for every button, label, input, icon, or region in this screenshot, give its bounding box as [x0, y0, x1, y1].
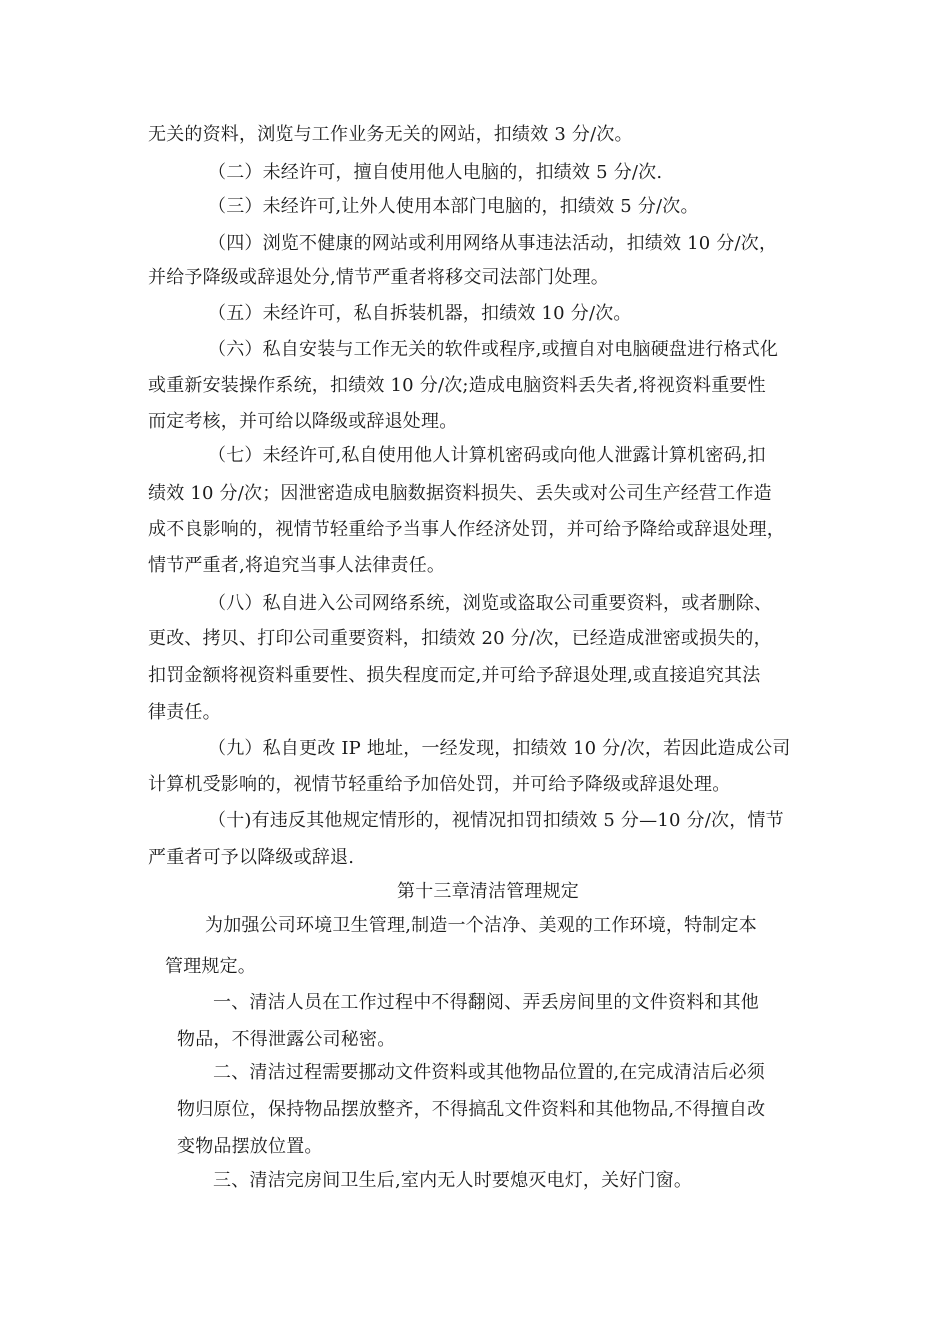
text-line: 并给予降级或辞退处分,情节严重者将移交司法部门处理。 [148, 267, 609, 288]
text-line: 或重新安装操作系统，扣绩效 10 分/次;造成电脑资料丢失者,将视资料重要性 [148, 375, 766, 396]
text-line: 成不良影响的，视情节轻重给予当事人作经济处罚，并可给予降给或辞退处理， [148, 519, 785, 540]
text-line: （四）浏览不健康的网站或利用网络从事违法活动，扣绩效 10 分/次， [208, 233, 778, 254]
text-line: 二、清洁过程需要挪动文件资料或其他物品位置的,在完成清洁后必须 [213, 1062, 765, 1083]
text-line: 计算机受影响的，视情节轻重给予加倍处罚，并可给予降级或辞退处理。 [148, 774, 731, 795]
text-line: 物归原位，保持物品摆放整齐，不得搞乱文件资料和其他物品,不得擅自改 [177, 1099, 766, 1120]
text-line: （五）未经许可，私自拆装机器，扣绩效 10 分/次。 [208, 303, 632, 324]
text-line: 物品，不得泄露公司秘密。 [177, 1029, 396, 1050]
text-line: （六）私自安装与工作无关的软件或程序,或擅自对电脑硬盘进行格式化 [208, 339, 779, 360]
text-line: 律责任。 [148, 702, 221, 723]
text-line: （九）私自更改 IP 地址，一经发现，扣绩效 10 分/次，若因此造成公司 [208, 738, 791, 759]
text-line: 严重者可予以降级或辞退. [148, 847, 355, 868]
chapter-heading: 第十三章清洁管理规定 [397, 881, 579, 902]
text-line: （十)有违反其他规定情形的，视情况扣罚扣绩效 5 分—10 分/次，情节 [208, 810, 784, 831]
text-line: 三、清洁完房间卫生后,室内无人时要熄灭电灯，关好门窗。 [213, 1170, 693, 1191]
text-line: （三）未经许可,让外人使用本部门电脑的，扣绩效 5 分/次。 [208, 196, 699, 217]
text-line: 而定考核，并可给以降级或辞退处理。 [148, 411, 458, 432]
text-line: 更改、拷贝、打印公司重要资料，扣绩效 20 分/次，已经造成泄密或损失的， [148, 628, 772, 649]
text-line: 变物品摆放位置。 [177, 1136, 323, 1157]
text-line: 扣罚金额将视资料重要性、损失程度而定,并可给予辞退处理,或直接追究其法 [148, 665, 761, 686]
text-line: （二）未经许可，擅自使用他人电脑的，扣绩效 5 分/次. [208, 162, 663, 183]
text-line: 一、清洁人员在工作过程中不得翻阅、弄丢房间里的文件资料和其他 [213, 992, 759, 1013]
text-line: 无关的资料，浏览与工作业务无关的网站，扣绩效 3 分/次。 [148, 124, 633, 145]
text-line: 情节严重者,将追究当事人法律责任。 [148, 555, 446, 576]
text-line: （八）私自进入公司网络系统，浏览或盗取公司重要资料，或者删除、 [208, 593, 773, 614]
text-line: 为加强公司环境卫生管理,制造一个洁净、美观的工作环境，特制定本 [205, 915, 757, 936]
text-line: （七）未经许可,私自使用他人计算机密码或向他人泄露计算机密码,扣 [208, 445, 766, 466]
text-line: 绩效 10 分/次；因泄密造成电脑数据资料损失、丢失或对公司生产经营工作造 [148, 483, 772, 504]
text-line: 管理规定。 [165, 956, 256, 977]
